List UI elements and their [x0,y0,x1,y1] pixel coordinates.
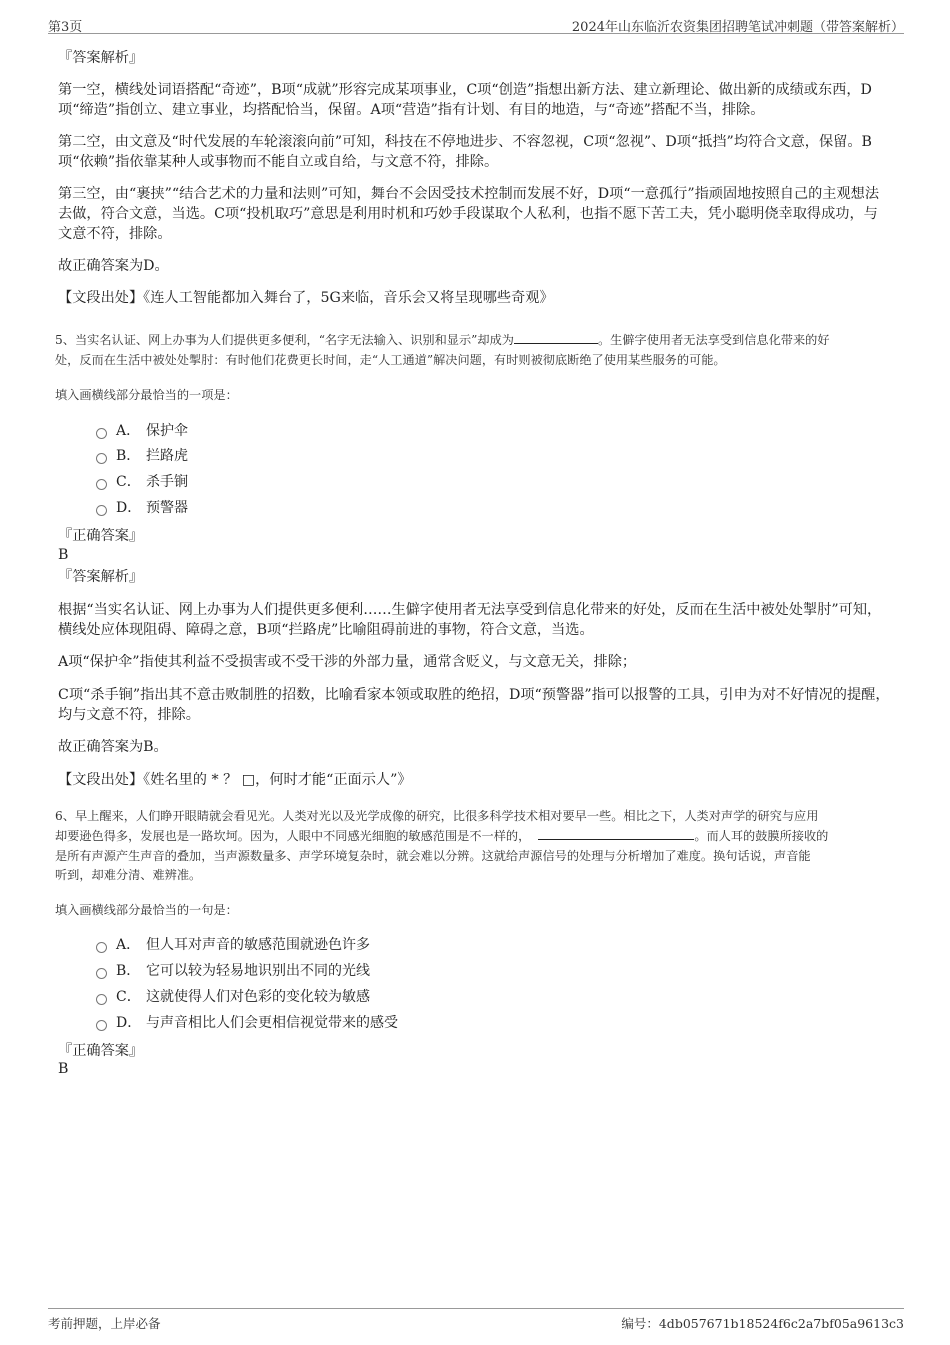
q5-option-b[interactable] [96,446,188,466]
radio-icon[interactable] [96,453,107,464]
q5-stem-line-2: 处，反而在生活中被处处掣肘：有时他们花费更长时间，走“人工通道”解决问题，有时则被彻底断绝了使用某些服务的可能。 [55,353,726,367]
option-letter: D． [116,1015,142,1031]
option-letter: C． [116,989,141,1005]
option-text: 但人耳对声音的敏感范围就逊色许多 [146,937,370,953]
q5-blank [514,331,598,344]
radio-icon[interactable] [96,994,107,1005]
q6-answer-heading: 『正确答案』 [58,1043,144,1059]
q5-stem-part-b: 。生僻字使用者无法享受到信息化带来的好 [597,333,830,347]
q6-answer: B [58,1061,69,1077]
header-divider [48,33,904,34]
option-letter: B． [116,963,141,979]
q5-answer: B [58,547,69,563]
option-text: 杀手锏 [146,474,188,490]
document-id: 编号：4db057671b18524f6c2a7bf05a9613c3 [621,1316,904,1331]
q5-analysis-paragraph-1: 根据“当实名认证、网上办事为人们提供更多便利……生僻字使用者无法享受到信息化带来的好处，反而在生活中被处处掣肘”可知，横线处应体现阻碍、障碍之意，B项“拦路虎”比喻阻碍前进的事物，符合文意，当选。 [58,602,882,638]
radio-icon[interactable] [96,1020,107,1031]
q4-analysis-paragraph-2: 第二空，由文意及“时代发展的车轮滚滚向前”可知，科技在不停地进步、不容忽视，C项“忽视”、D项“抵挡”均符合文意，保留。B项“依赖”指依靠某种人或事物而不能自立或自给，与文意不符，排除。 [58,134,872,170]
option-letter: A． [116,937,141,953]
q5-option-c[interactable] [96,472,188,492]
option-text: 预警器 [146,500,188,516]
q5-source: 【文段出处】《姓名里的 * ？ □，何时才能“正面示人”》 [58,772,412,788]
q6-stem-line-3: 是所有声源产生声音的叠加，当声源数量多、声学环境复杂时，就会难以分辨。这就给声源信号的处理与分析增加了难度。换句话说，声音能 [55,849,811,863]
q6-stem-line-1: 6、早上醒来，人们睁开眼睛就会看见光。人类对光以及光学成像的研究，比很多科学技术相对要早一些。相比之下，人类对声学的研究与应用 [55,809,819,823]
radio-icon[interactable] [96,505,107,516]
document-title: 2024年山东临沂农资集团招聘笔试冲刺题（带答案解析） [571,20,904,35]
q5-option-a[interactable] [96,421,188,441]
option-text: 它可以较为轻易地识别出不同的光线 [146,963,370,979]
q4-analysis-heading: 『答案解析』 [58,50,144,66]
q5-stem-line-1 [55,331,895,351]
option-text: 这就使得人们对色彩的变化较为敏感 [146,989,370,1005]
radio-icon[interactable] [96,428,107,439]
q6-blank [538,827,694,840]
q6-prompt: 填入画横线部分最恰当的一句是： [55,903,238,917]
q4-analysis-paragraph-1: 第一空，横线处词语搭配“奇迹”，B项“成就”形容完成某项事业，C项“创造”指想出新方法、建立新理论、做出新的成绩或东西，D项“缔造”指创立、建立事业，均搭配恰当，保留。A项“营造”指有计划、有目的地造，与“奇迹”搭配不当，排除。 [58,82,872,118]
q5-conclusion: 故正确答案为B。 [58,739,168,755]
option-letter: A． [116,423,141,439]
option-text: 拦路虎 [146,448,188,464]
q5-analysis-paragraph-2: A项“保护伞”指使其利益不受损害或不受干涉的外部力量，通常含贬义，与文意无关，排除； [58,654,637,670]
q6-option-c[interactable] [96,987,370,1007]
option-text: 保护伞 [146,423,188,439]
radio-icon[interactable] [96,479,107,490]
footer-slogan: 考前押题，上岸必备 [48,1316,161,1331]
page-number: 第3页 [48,20,83,35]
q5-analysis-paragraph-3: C项“杀手锏”指出其不意击败制胜的招数，比喻看家本领或取胜的绝招，D项“预警器”指可以报警的工具，引申为对不好情况的提醒，均与文意不符，排除。 [58,687,890,723]
q5-stem-part-a: 5、当实名认证、网上办事为人们提供更多便利，“名字无法输入、识别和显示”却成为 [55,333,514,347]
q4-analysis-paragraph-3: 第三空，由“裹挟”“结合艺术的力量和法则”可知，舞台不会因受技术控制而发展不好，D项“一意孤行”指顽固地按照自己的主观想法去做，符合文意，当选。C项“投机取巧”意思是利用时机和巧妙手段谋取个人私利，也指不愿下苦工夫，凭小聪明侥幸取得成功，与文意不符，排除。 [58,186,880,242]
option-letter: B． [116,448,141,464]
q5-prompt: 填入画横线部分最恰当的一项是： [55,388,238,402]
footer-divider [48,1308,904,1309]
q6-stem-line-4: 听到，却难分清、难辨准。 [55,868,202,882]
q5-answer-heading: 『正确答案』 [58,528,144,544]
q5-analysis-heading: 『答案解析』 [58,569,144,585]
option-text: 与声音相比人们会更相信视觉带来的感受 [146,1015,398,1031]
q6-stem-part-b: 却要逊色得多，发展也是一路坎坷。因为，人眼中不同感光细胞的敏感范围是不一样的， [55,829,531,843]
q6-option-d[interactable] [96,1013,398,1033]
q4-conclusion: 故正确答案为D。 [58,258,169,274]
radio-icon[interactable] [96,968,107,979]
option-letter: D． [116,500,142,516]
q6-option-a[interactable] [96,935,370,955]
q4-source: 【文段出处】《连人工智能都加入舞台了，5G来临，音乐会又将呈现哪些奇观》 [58,290,554,306]
q5-option-d[interactable] [96,498,188,518]
option-letter: C． [116,474,141,490]
q6-stem-part-c: 。而人耳的鼓膜所接收的 [694,829,829,843]
q6-stem-line-2 [55,827,895,847]
radio-icon[interactable] [96,942,107,953]
q6-option-b[interactable] [96,961,370,981]
